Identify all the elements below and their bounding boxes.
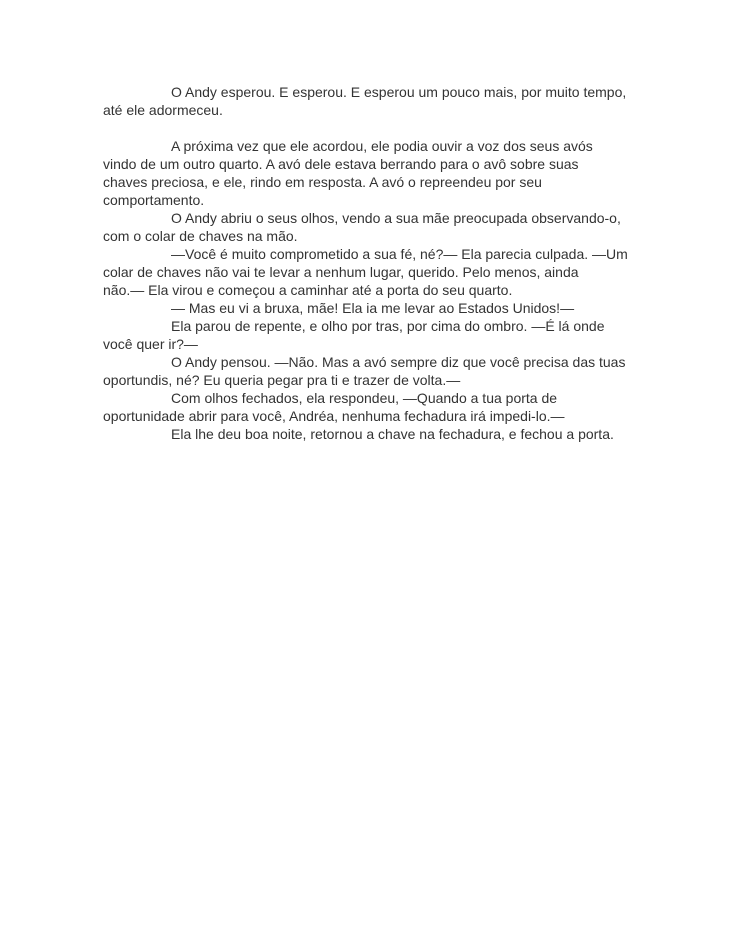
- paragraph: Ela lhe deu boa noite, retornou a chave na fechadura, e fechou a porta.: [171, 426, 614, 442]
- paragraph: O Andy abriu o seus olhos, vendo a sua mãe preocupada observando-o, com o colar de chaves na mão.: [103, 210, 621, 244]
- story-text-block: [103, 83, 648, 443]
- paragraph: — Mas eu vi a bruxa, mãe! Ela ia me levar ao Estados Unidos!—: [171, 300, 575, 316]
- paragraph: O Andy pensou. —Não. Mas a avó sempre diz que você precisa das tuas oportundis, né? Eu queria pegar pra ti e trazer de volta.—: [103, 354, 626, 388]
- paragraph: Ela parou de repente, e olho por tras, por cima do ombro. —É lá onde você quer ir?—: [103, 318, 605, 352]
- paragraph: —Você é muito comprometido a sua fé, né?— Ela parecia culpada. —Um colar de chaves não vai te levar a nenhum lugar, querido. Pelo menos, ainda não.— Ela virou e começou a caminhar até a porta do seu quarto.: [103, 246, 628, 298]
- paragraph: A próxima vez que ele acordou, ele podia ouvir a voz dos seus avós vindo de um outro quarto. A avó dele estava berrando para o avô sobre suas chaves preciosa, e ele, rindo em resposta. A avó o repreendeu por seu comportamento.: [103, 138, 593, 208]
- paragraph: Com olhos fechados, ela respondeu, —Quando a tua porta de oportunidade abrir para você, Andréa, nenhuma fechadura irá impedi-lo.—: [103, 390, 565, 424]
- paragraph: O Andy esperou. E esperou. E esperou um pouco mais, por muito tempo, até ele adormeceu.: [103, 84, 627, 118]
